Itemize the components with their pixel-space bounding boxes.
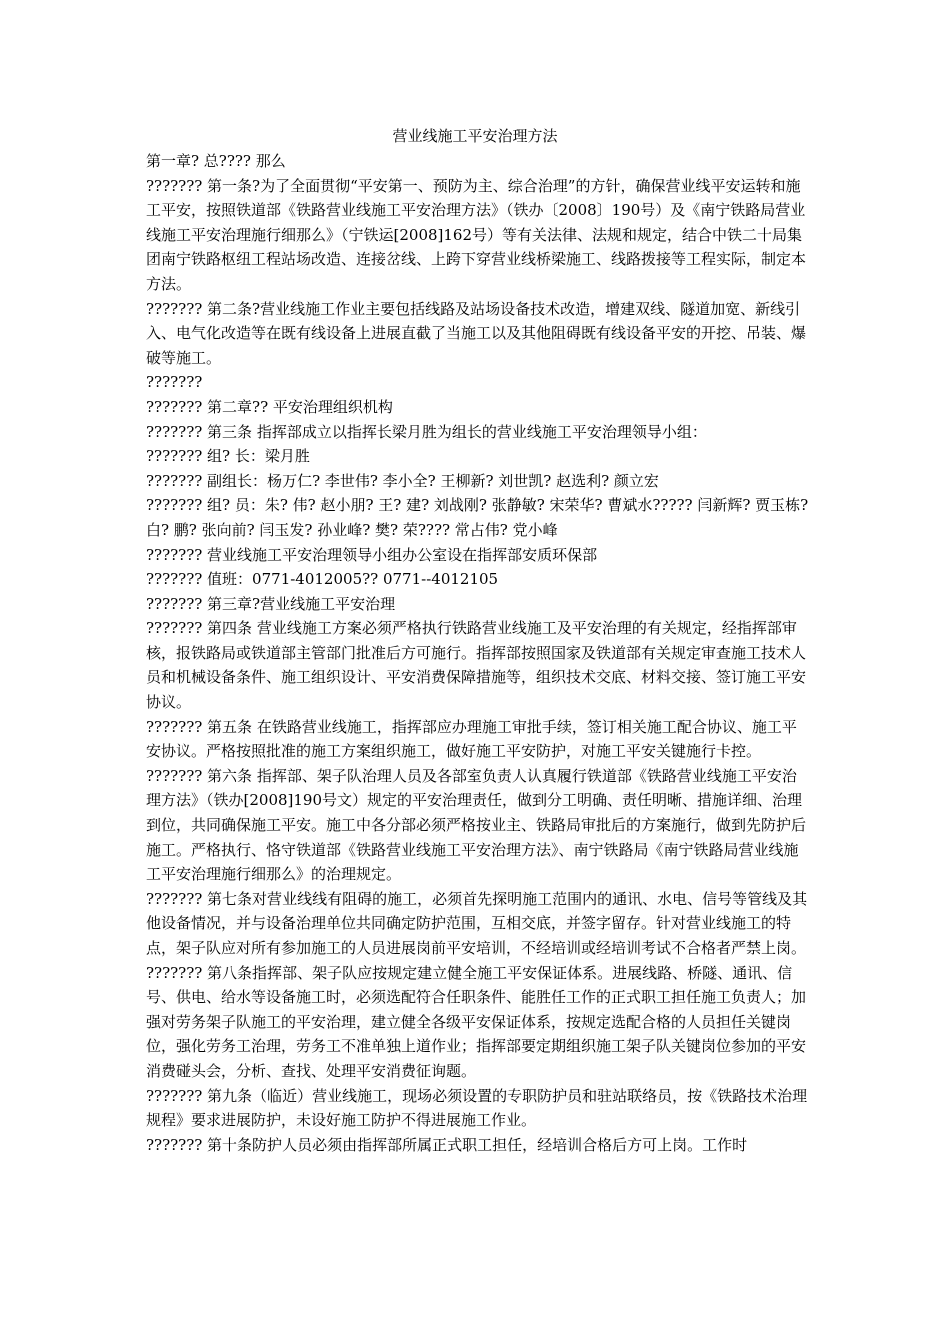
leader-line: ??????? 组? 长：梁月胜 — [146, 447, 310, 466]
article-5: ??????? 第五条 在铁路营业线施工，指挥部应办理施工审批手续，签订相关施工配合协议、施工平安协议。严格按照批准的施工方案组织施工，做好施工平安防护，对施工平安关键施行卡控。 — [146, 717, 797, 761]
article-9: ??????? 第九条（临近）营业线施工，现场必须设置的专职防护员和驻站联络员，按《铁路技术治理规程》要求进展防护，未设好施工防护不得进展施工作业。 — [146, 1086, 808, 1130]
article-2: ??????? 第二条?营业线施工作业主要包括线路及站场设备技术改造，增建双线、隧道加宽、新线引入、电气化改造等在既有线设备上进展直截了当施工以及其他阻碍既有线设备平安的开挖、吊装、爆破等施工。 — [146, 299, 807, 367]
article-7: ??????? 第七条对营业线线有阻碍的施工，必须首先探明施工范围内的通讯、水电、信号等管线及其他设备情况，并与设备治理单位共同确定防护范围，互相交底，并签字留存。针对营业线施工的特点，架子队应对所有参加施工的人员进展岗前平安培训，不经培训或经培训考试不合格者严禁上岗。 — [146, 889, 808, 957]
article-10: ??????? 第十条防护人员必须由指挥部所属正式职工担任，经培训合格后方可上岗。工作时 — [146, 1135, 748, 1154]
chapter-2-heading: ??????? 第二章?? 平安治理组织机构 — [146, 397, 393, 416]
spacer-line: ??????? — [146, 373, 203, 392]
duty-phone-line: ??????? 值班：0771-4012005?? 0771--4012105 — [146, 570, 499, 589]
article-4: ??????? 第四条 营业线施工方案必须严格执行铁路营业线施工及平安治理的有关规定，经指挥部审核，报铁路局或铁道部主管部门批准后方可施行。指挥部按照国家及铁道部有关规定审查施工技术人员和机械设备条件、施工组织设计、平安消费保障措施等，组织技术交底、材料交接、签订施工平安协议。 — [146, 619, 807, 712]
article-3: ??????? 第三条 指挥部成立以指挥长梁月胜为组长的营业线施工平安治理领导小组： — [146, 422, 707, 441]
document-body — [146, 149, 811, 1157]
article-8: ??????? 第八条指挥部、架子队应按规定建立健全施工平安保证体系。进展线路、桥隧、通讯、信号、供电、给水等设备施工时，必须选配符合任职条件、能胜任工作的正式职工担任施工负责人；加强对劳务架子队施工的平安治理，建立健全各级平安保证体系，按规定选配合格的人员担任关键岗位，强化劳务工治理，劳务工不准单独上道作业；指挥部要定期组织施工架子队关键岗位参加的平安消费碰头会，分析、查找、处理平安消费征询题。 — [146, 963, 807, 1080]
members-line: ??????? 组? 员：朱? 伟? 赵小朋? 王? 建? 刘战刚? 张静敏? 宋荣华? 曹斌水????? 闫新辉? 贾玉栋? 白? 鹏? 张向前? 闫玉发? 孙业峰? 樊? 荣???? 常占伟? 党小峰 — [146, 496, 809, 539]
chapter-1-heading: 第一章? 总???? 那么 — [146, 152, 286, 170]
deputy-leaders-line: ??????? 副组长：杨万仁? 李世伟? 李小全? 王柳新? 刘世凯? 赵选利? 颜立宏 — [146, 471, 659, 490]
document-title: 营业线施工平安治理方法 — [392, 127, 558, 145]
chapter-3-heading: ??????? 第三章?营业线施工平安治理 — [146, 594, 396, 613]
article-1: ??????? 第一条?为了全面贯彻“平安第一、预防为主、综合治理”的方针，确保营业线平安运转和施工平安，按照铁道部《铁路营业线施工平安治理方法》（铁办〔2008〕190号）及《南宁铁路局营业线施工平安治理施行细那么》（宁铁运[2008]162号）等有关法律、法规和规定，结合中铁二十局集团南宁铁路枢纽工程站场改造、连接岔线、上跨下穿营业线桥梁施工、线路拨接等工程实际，制定本方法。 — [146, 176, 807, 293]
office-line: ??????? 营业线施工平安治理领导小组办公室设在指挥部安质环保部 — [146, 545, 598, 564]
article-6: ??????? 第六条 指挥部、架子队治理人员及各部室负责人认真履行铁道部《铁路营业线施工平安治理方法》（铁办[2008]190号文）规定的平安治理责任，做到分工明确、责任明晰、措施详细、治理到位，共同确保施工平安。施工中各分部必须严格按业主、铁路局审批后的方案施行，做到先防护后施工。严格执行、恪守铁道部《铁路营业线施工平安治理方法》、南宁铁路局《南宁铁路局营业线施工平安治理施行细那么》的治理规定。 — [146, 766, 807, 884]
